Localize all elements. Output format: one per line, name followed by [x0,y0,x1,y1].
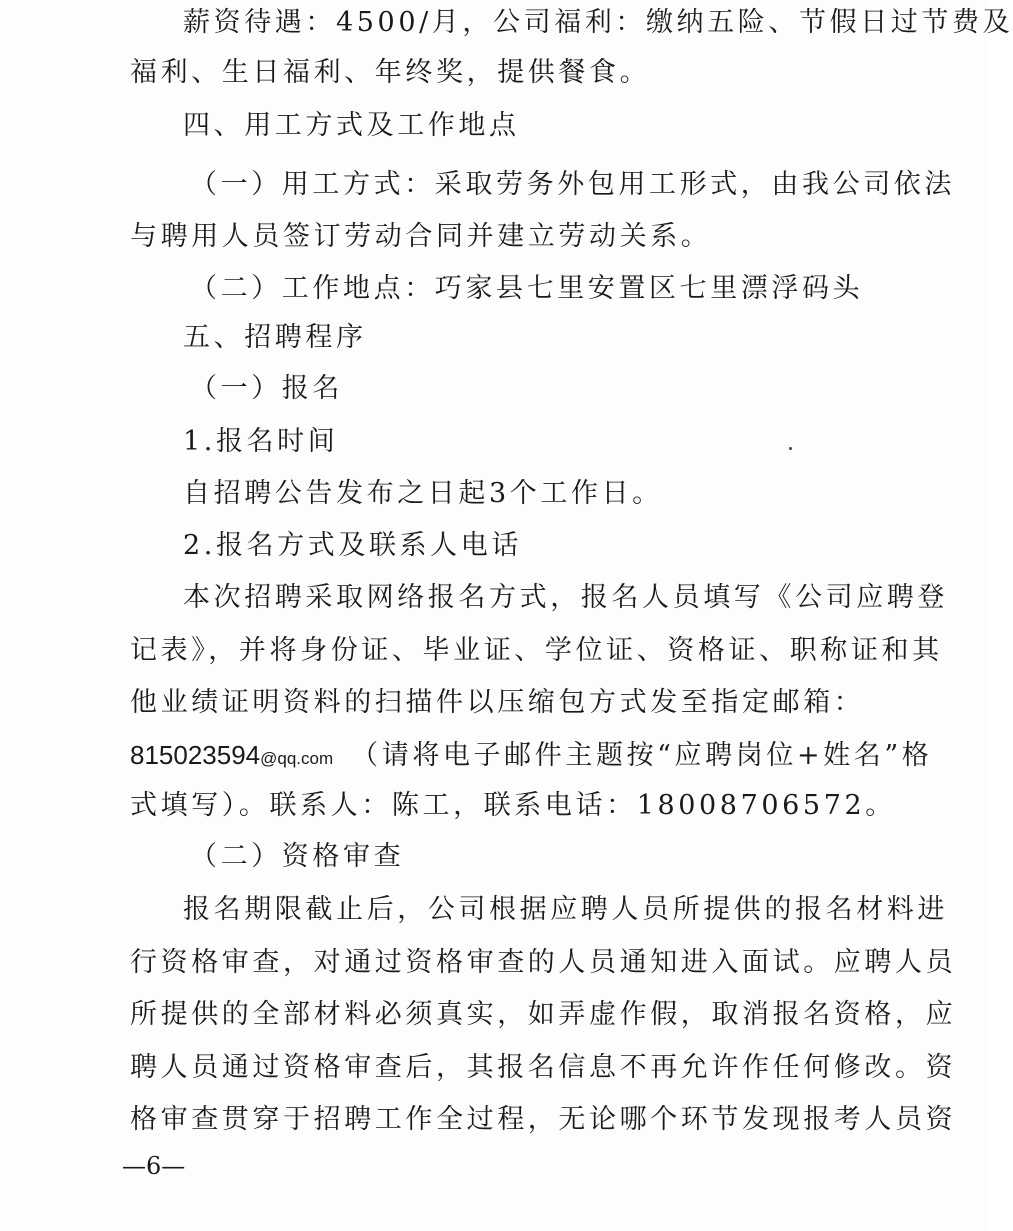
email-address-number: 815023594 [130,740,261,770]
salary-line: 薪资待遇：4500/月，公司福利：缴纳五险、节假日过节费及 [183,7,1013,38]
email-address-domain: @qq.com [260,749,334,768]
registration-method-text-1: 本次招聘采取网络报名方式，报名人员填写《公司应聘登 [183,582,948,613]
review-text-3: 所提供的全部材料必须真实，如弄虚作假，取消报名资格，应 [130,999,957,1030]
review-text-2: 行资格审查，对通过资格审查的人员通知进入面试。应聘人员 [130,947,957,978]
employment-method-cont: 与聘用人员签订劳动合同并建立劳动关系。 [130,221,712,252]
registration-method-text-3: 他业绩证明资料的扫描件以压缩包方式发至指定邮箱： [130,687,865,718]
work-location-line: （二）工作地点：巧家县七里安置区七里漂浮码头 [190,273,864,304]
section-5-heading: 五、招聘程序 [183,322,367,353]
registration-time-text: 自招聘公告发布之日起3个工作日。 [183,478,663,509]
contact-line: 式填写）。联系人：陈工，联系电话：18008706572。 [130,790,896,821]
stray-dot [789,447,792,450]
email-subject-note: （请将电子邮件主题按“应聘岗位+姓名”格 [351,740,933,771]
registration-method-heading: 2.报名方式及联系人电话 [183,530,522,561]
email-line [130,740,933,774]
registration-time-heading: 1.报名时间 [183,426,339,457]
page-number: —6— [122,1152,186,1180]
section-4-heading: 四、用工方式及工作地点 [183,110,520,141]
review-text-1: 报名期限截止后，公司根据应聘人员所提供的报名材料进 [183,894,948,925]
benefits-line: 福利、生日福利、年终奖，提供餐食。 [130,57,651,88]
employment-method-line: （一）用工方式：采取劳务外包用工形式，由我公司依法 [190,169,955,200]
qualification-review-heading: （二）资格审查 [190,841,405,872]
registration-heading: （一）报名 [190,373,343,404]
registration-method-text-2: 记表》，并将身份证、毕业证、学位证、资格证、职称证和其 [130,635,943,666]
review-text-4: 聘人员通过资格审查后，其报名信息不再允许作任何修改。资 [130,1052,957,1083]
review-text-5: 格审查贯穿于招聘工作全过程，无论哪个环节发现报考人员资 [130,1104,957,1135]
